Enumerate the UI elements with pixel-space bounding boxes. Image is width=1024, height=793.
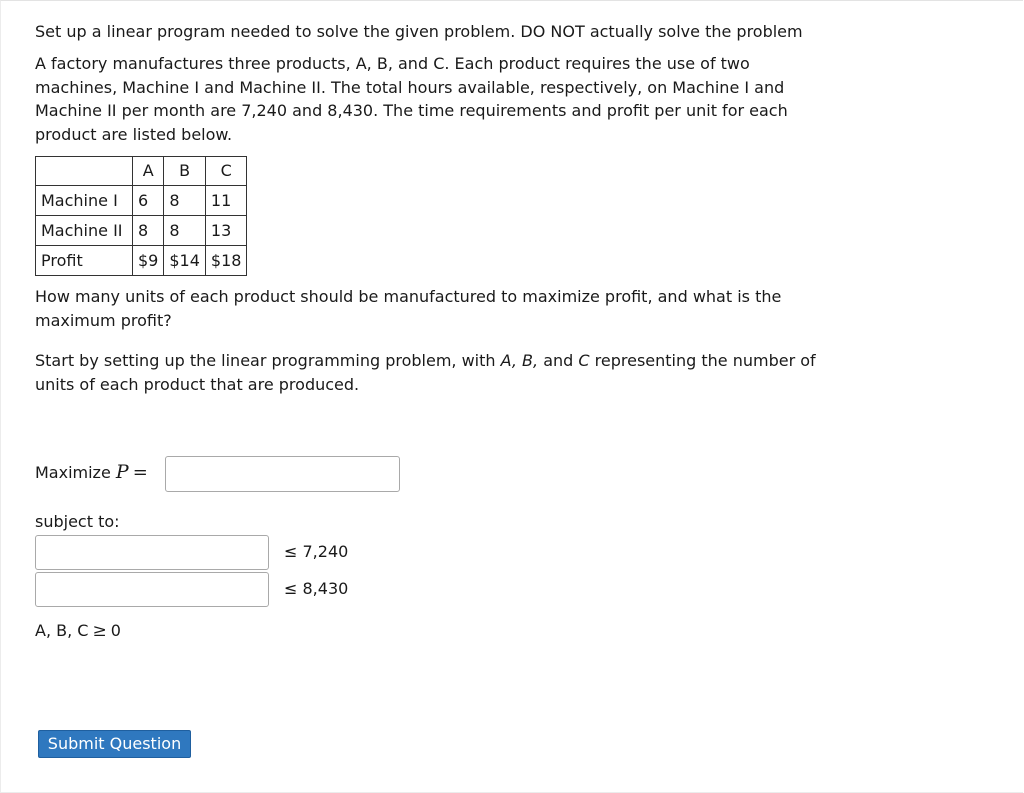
table-cell: 13 [205,216,247,246]
table-cell: Machine II [36,216,133,246]
setup-instructions [35,349,835,396]
constraint-1-input[interactable] [35,535,269,570]
requirements-table [35,156,247,276]
table-row [36,216,247,246]
objective-variable: P [115,461,129,483]
table-row [36,246,247,276]
table-cell: $9 [133,246,164,276]
objective-label [35,460,148,485]
setup-vars: A, B, [500,351,539,370]
table-cell: Profit [36,246,133,276]
table-cell: 6 [133,186,164,216]
table-header-cell [36,157,133,186]
nonneg-vars: A, B, C [35,621,89,640]
constraint-2-input[interactable] [35,572,269,607]
table-header-cell: C [205,157,247,186]
table-row [36,186,247,216]
setup-and: and [538,351,579,370]
submit-question-button[interactable]: Submit Question [38,730,191,758]
table-cell: Machine I [36,186,133,216]
subject-to-label: subject to: [35,512,120,531]
instructions-text: Set up a linear program needed to solve the given problem. DO NOT actually solve the problem [35,22,803,41]
table-cell: $18 [205,246,247,276]
table-cell: 8 [133,216,164,246]
equals-sign: = [132,462,148,483]
setup-var-c: C [578,351,590,370]
setup-text-before: Start by setting up the linear programming problem, with [35,351,501,370]
table-cell: $14 [164,246,206,276]
nonneg-bound: 0 [110,621,121,640]
table-header-row [36,157,247,186]
constraint-2-rhs: ≤ 8,430 [284,579,349,598]
table-cell: 11 [205,186,247,216]
constraint-1-rhs: ≤ 7,240 [284,542,349,561]
problem-statement: A factory manufactures three products, A, B, and C. Each product requires the use of two machines, Machine I and Machine II. The total hours available, respectively, on Machine I and Machine II per month are 7,240 and 8,430. The time requirements and profit per unit for each product are listed below. [35,54,788,144]
table-header-cell: A [133,157,164,186]
maximize-word: Maximize [35,463,111,482]
setup-text-after: representing the number of units of each product that are produced. [35,351,816,394]
objective-input[interactable] [165,456,400,492]
question-text: How many units of each product should be manufactured to maximize profit, and what is the maximum profit? [35,287,782,330]
nonnegativity-constraint [35,619,121,643]
table-cell: 8 [164,186,206,216]
table-cell: 8 [164,216,206,246]
geq-symbol: ≥ [92,621,107,641]
table-header-cell: B [164,157,206,186]
